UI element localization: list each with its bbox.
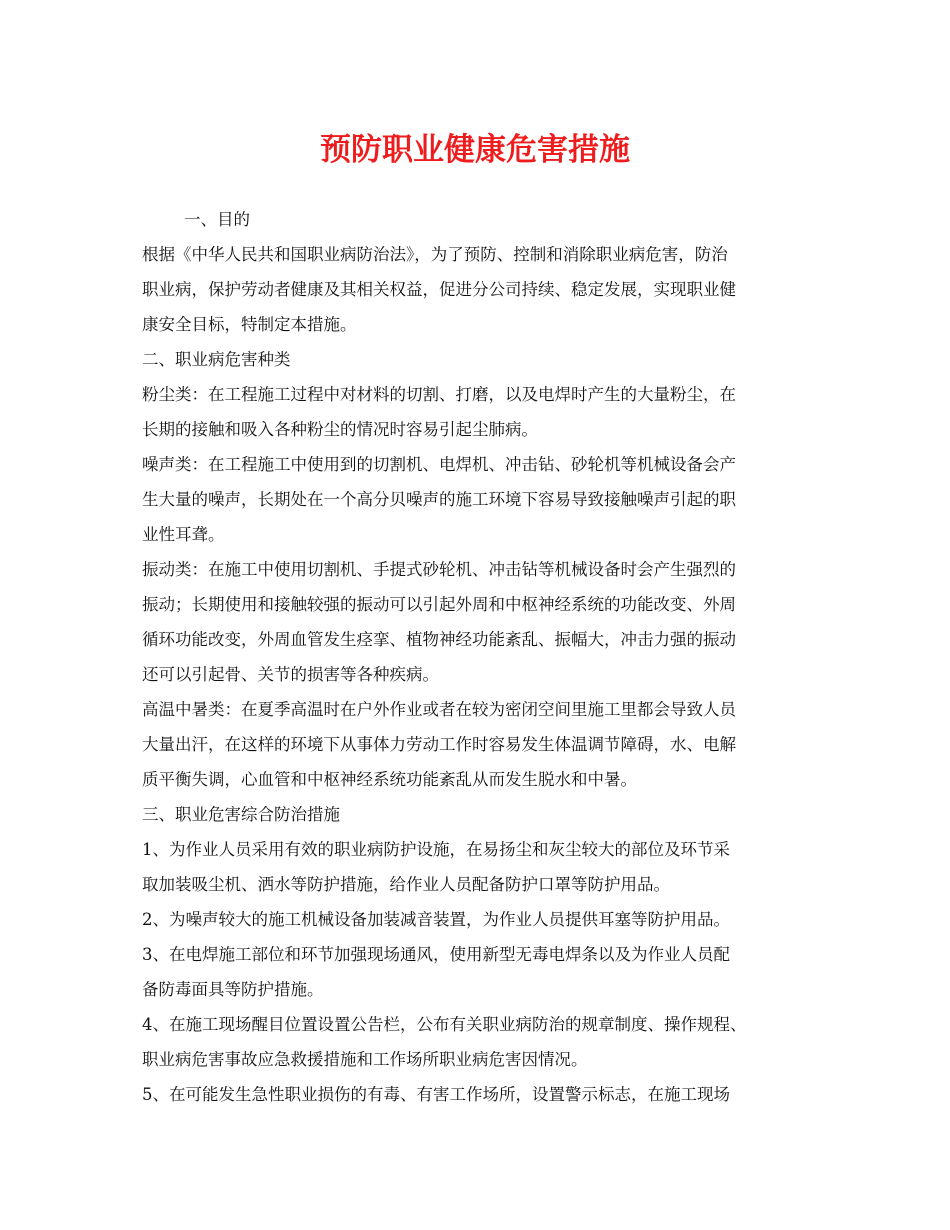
paragraph-line: 高温中暑类：在夏季高温时在户外作业或者在较为密闭空间里施工里都会导致人员 [142,700,736,719]
paragraph-line: 大量出汗，在这样的环境下从事体力劳动工作时容易发生体温调节障碍，水、电解 [142,735,736,754]
paragraph-line: 职业病，保护劳动者健康及其相关权益，促进分公司持续、稳定发展，实现职业健 [142,280,736,299]
paragraph-line: 噪声类：在工程施工中使用到的切割机、电焊机、冲击钻、砂轮机等机械设备会产 [142,455,736,474]
paragraph-line: 振动类：在施工中使用切割机、手提式砂轮机、冲击钻等机械设备时会产生强烈的 [142,560,736,579]
paragraph-line: 质平衡失调，心血管和中枢神经系统功能紊乱从而发生脱水和中暑。 [142,770,637,789]
paragraph-line: 3、在电焊施工部位和环节加强现场通风，使用新型无毒电焊条以及为作业人员配 [142,945,730,964]
paragraph-line: 5、在可能发生急性职业损伤的有毒、有害工作场所，设置警示标志，在施工现场 [142,1085,730,1104]
document-body [142,202,818,1112]
paragraph-line: 长期的接触和吸入各种粉尘的情况时容易引起尘肺病。 [142,420,538,439]
paragraph-line: 振动；长期使用和接触较强的振动可以引起外周和中枢神经系统的功能改变、外周 [142,595,736,614]
paragraph-line: 循环功能改变，外周血管发生痉挛、植物神经功能紊乱、振幅大，冲击力强的振动 [142,630,736,649]
section-heading-purpose: 一、目的 [184,210,250,229]
paragraph-line: 4、在施工现场醒目位置设置公告栏，公布有关职业病防治的规章制度、操作规程、 [142,1015,747,1034]
paragraph-line: 康安全目标，特制定本措施。 [142,315,357,334]
paragraph-line: 备防毒面具等防护措施。 [142,980,324,999]
paragraph-line: 生大量的噪声，长期处在一个高分贝噪声的施工环境下容易导致接触噪声引起的职 [142,490,736,509]
document-title: 预防职业健康危害措施 [320,132,630,168]
paragraph-line: 取加装吸尘机、洒水等防护措施，给作业人员配备防护口罩等防护用品。 [142,875,670,894]
paragraph-line: 粉尘类：在工程施工过程中对材料的切割、打磨，以及电焊时产生的大量粉尘，在 [142,385,736,404]
paragraph-line: 根据《中华人民共和国职业病防治法》，为了预防、控制和消除职业病危害，防治 [142,245,728,264]
paragraph-line: 还可以引起骨、关节的损害等各种疾病。 [142,665,439,684]
paragraph-line: 1、为作业人员采用有效的职业病防护设施，在易扬尘和灰尘较大的部位及环节采 [142,840,730,859]
paragraph-line: 2、为噪声较大的施工机械设备加装减音装置，为作业人员提供耳塞等防护用品。 [142,910,730,929]
section-heading-prevention-measures: 三、职业危害综合防治措施 [142,805,340,824]
paragraph-line: 业性耳聋。 [142,525,225,544]
section-heading-hazard-types: 二、职业病危害种类 [142,350,291,369]
paragraph-line: 职业病危害事故应急救援措施和工作场所职业病危害因情况。 [142,1050,588,1069]
